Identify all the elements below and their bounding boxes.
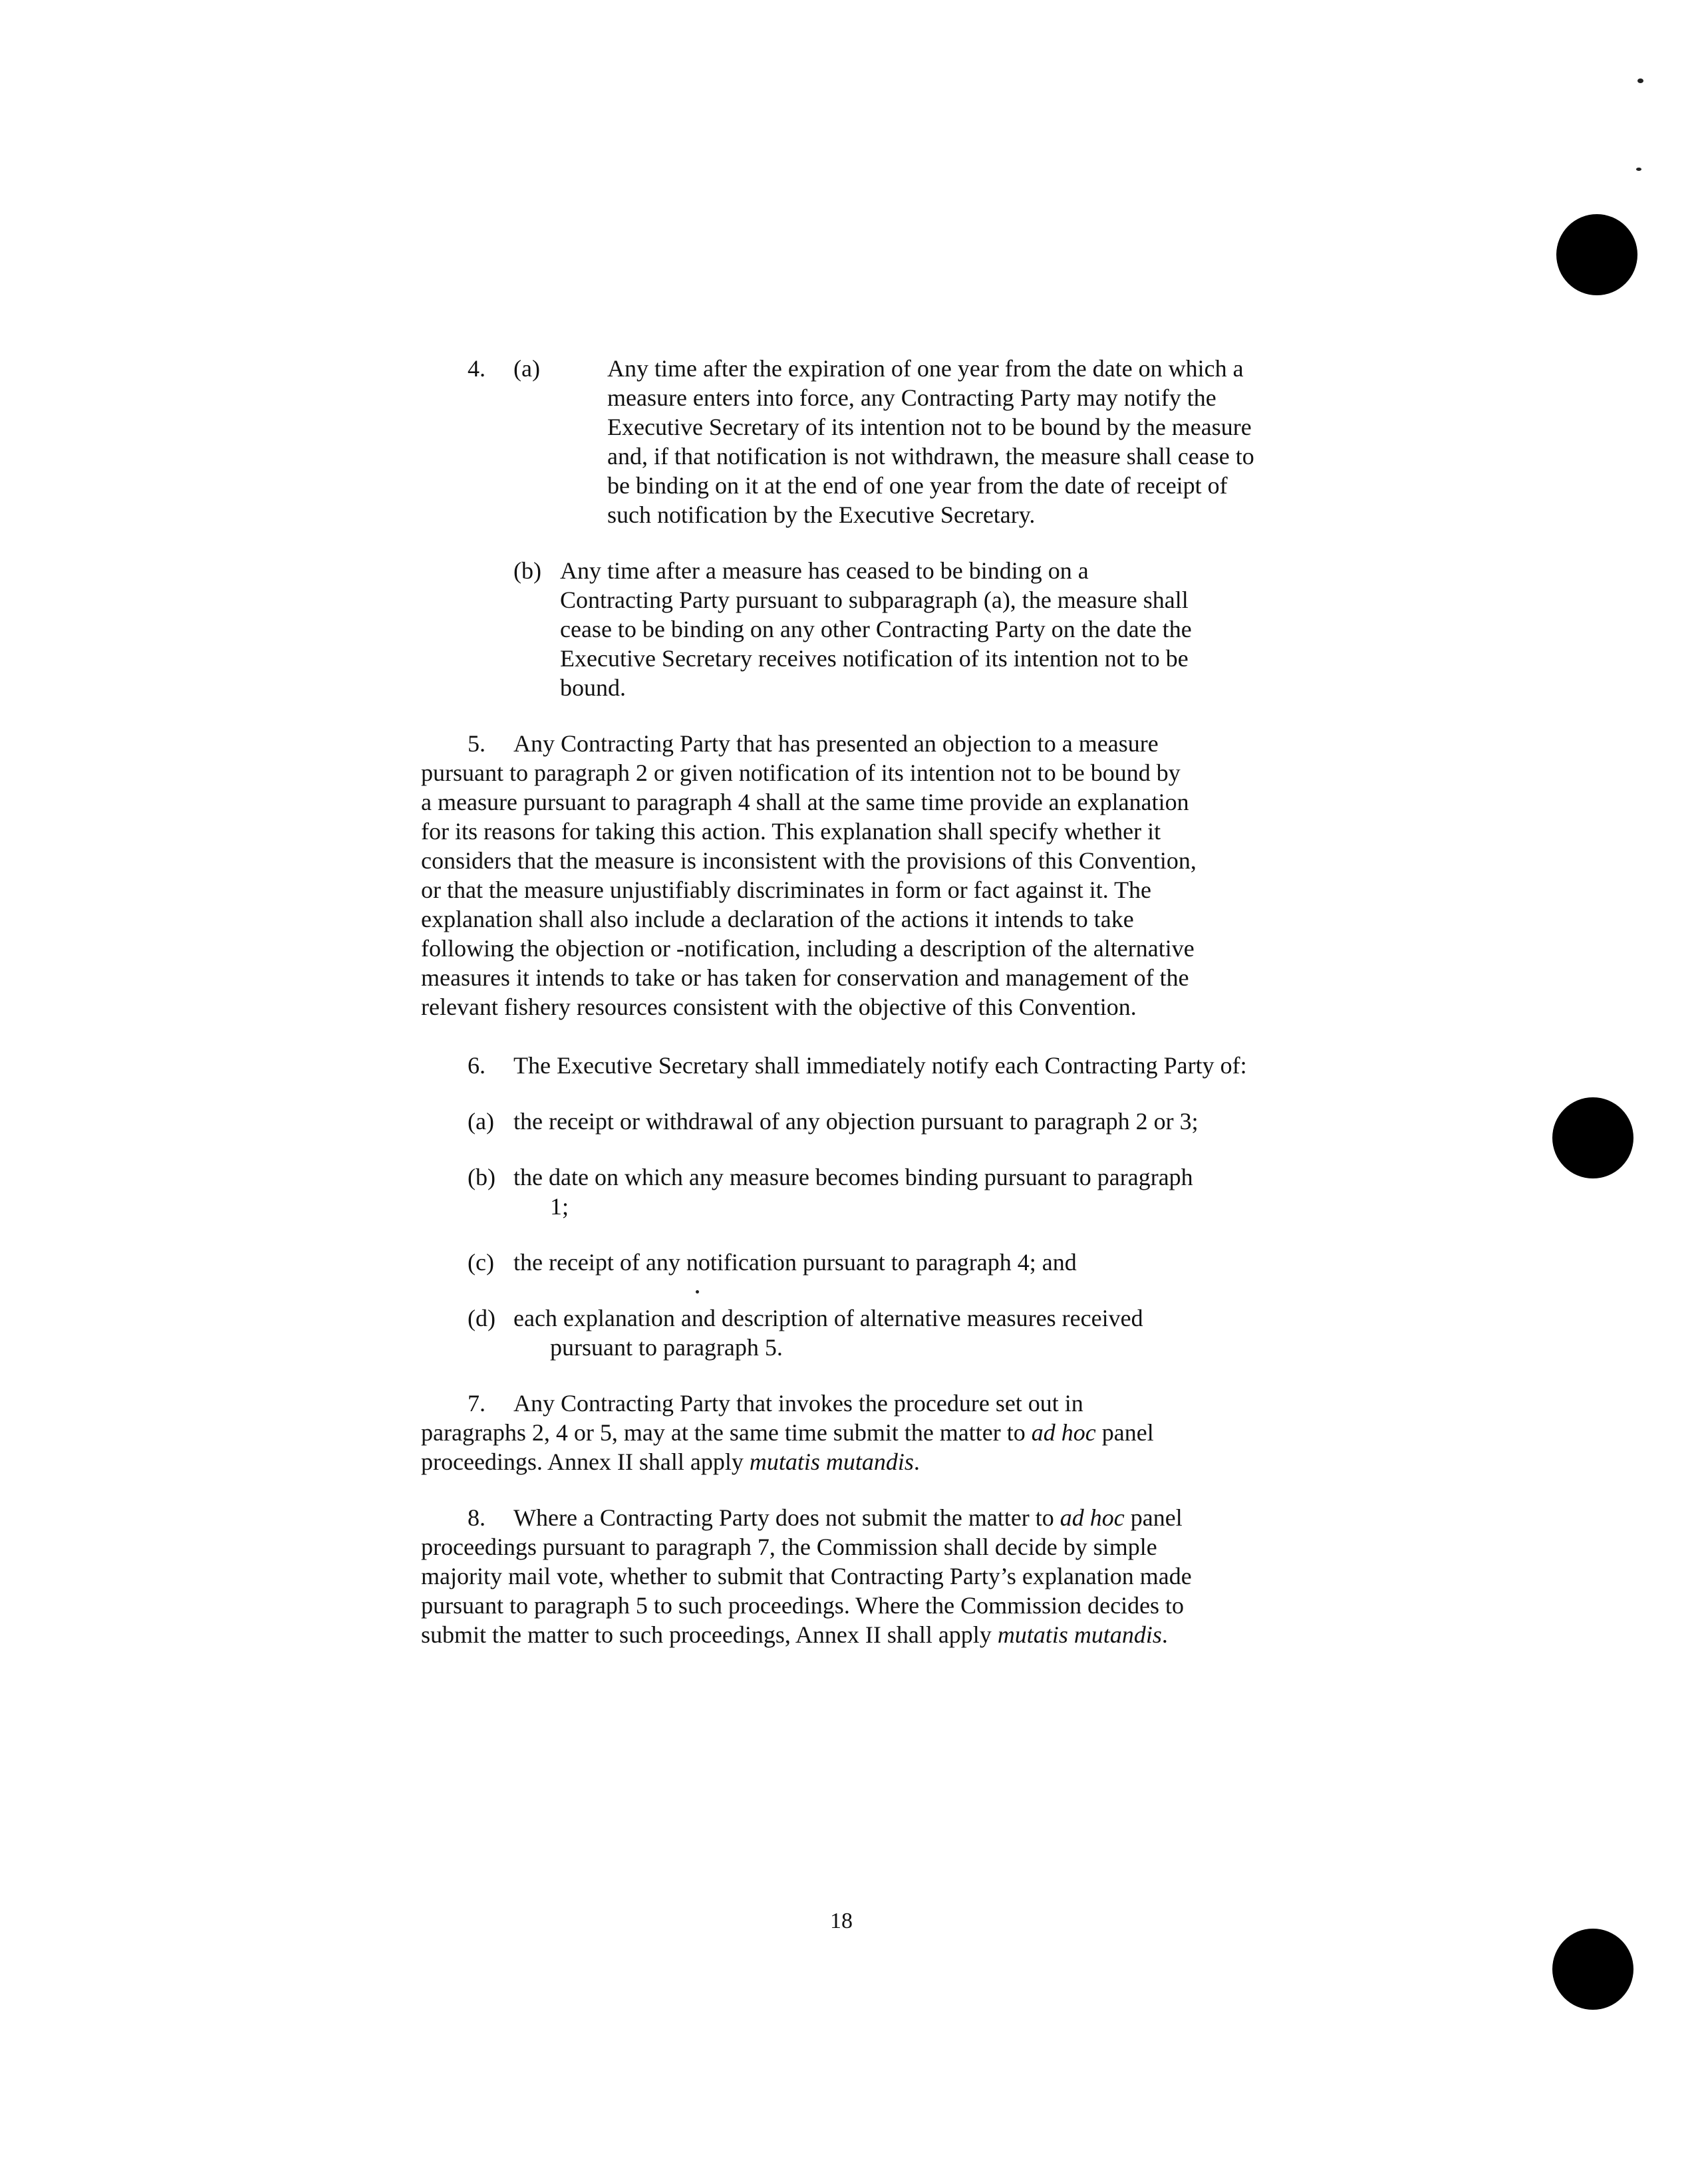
scan-speck — [1636, 168, 1641, 171]
para6-item-label: (a) — [468, 1108, 494, 1135]
para6-item-line: each explanation and description of alternative measures received — [513, 1305, 1143, 1331]
para4-a-line: such notification by the Executive Secretary. — [607, 501, 1036, 528]
para8-line — [421, 1620, 1168, 1649]
para4-b-line: Contracting Party pursuant to subparagraph (a), the measure shall — [560, 587, 1189, 613]
para4-a-line: measure enters into force, any Contracting Party may notify the — [607, 384, 1216, 411]
para8-line — [513, 1503, 1183, 1532]
para5-line: Any Contracting Party that has presented an objection to a measure — [513, 730, 1159, 757]
para7-text: proceedings. Annex II shall apply — [421, 1448, 750, 1475]
para5-line: following the objection or -notification, including a description of the alternative — [421, 935, 1195, 962]
para4-a-line: be binding on it at the end of one year from the date of receipt of — [607, 472, 1228, 499]
para6-item-line: the receipt or withdrawal of any objection pursuant to paragraph 2 or 3; — [513, 1108, 1199, 1135]
para6-item-line: the receipt of any notification pursuant to paragraph 4; and — [513, 1249, 1077, 1276]
para7-text: . — [913, 1448, 920, 1475]
para6-item-label: (d) — [468, 1305, 495, 1331]
para4-a-label: (a) — [513, 355, 540, 382]
para8-text: Where a Contracting Party does not submit the matter to — [513, 1504, 1060, 1531]
para5-line: or that the measure unjustifiably discriminates in form or fact against it. The — [421, 877, 1152, 903]
para8-italic: mutatis mutandis — [997, 1621, 1162, 1648]
para5-line: relevant fishery resources consistent with the objective of this Convention. — [421, 994, 1137, 1020]
para6-intro: The Executive Secretary shall immediately notify each Contracting Party of: — [513, 1052, 1247, 1079]
para8-italic: ad hoc — [1059, 1504, 1125, 1531]
para4-b-line: Any time after a measure has ceased to be binding on a — [560, 557, 1089, 584]
para7-text: paragraphs 2, 4 or 5, may at the same time submit the matter to — [421, 1419, 1032, 1446]
para7-line: Any Contracting Party that invokes the procedure set out in — [513, 1390, 1083, 1417]
para7-line — [421, 1418, 1154, 1447]
para7-line — [421, 1447, 920, 1476]
para8-number: 8. — [468, 1504, 486, 1531]
para4-a-line: Executive Secretary of its intention not to be bound by the measure — [607, 414, 1252, 440]
punch-hole-top — [1556, 214, 1637, 295]
para6-item-label: (c) — [468, 1249, 494, 1276]
para8-text: . — [1161, 1621, 1168, 1648]
para4-a-line: and, if that notification is not withdrawn, the measure shall cease to — [607, 443, 1254, 470]
para6-item-line: 1; — [550, 1193, 569, 1220]
para4-a-line: Any time after the expiration of one year from the date on which a — [607, 355, 1244, 382]
para7-number: 7. — [468, 1390, 486, 1417]
para8-line: majority mail vote, whether to submit that Contracting Party’s explanation made — [421, 1563, 1192, 1589]
para5-line: a measure pursuant to paragraph 4 shall at the same time provide an explanation — [421, 789, 1189, 815]
scan-speck — [1637, 78, 1643, 83]
para5-line: measures it intends to take or has taken for conservation and management of the — [421, 964, 1189, 991]
para5-line: for its reasons for taking this action. This explanation shall specify whether it — [421, 818, 1161, 845]
page-number: 18 — [830, 1909, 853, 1933]
punch-hole-middle — [1552, 1097, 1633, 1178]
para8-text: panel — [1124, 1504, 1183, 1531]
para8-text: submit the matter to such proceedings, Annex II shall apply — [421, 1621, 998, 1648]
para8-line: pursuant to paragraph 5 to such proceedings. Where the Commission decides to — [421, 1592, 1185, 1619]
para6-item-line: pursuant to paragraph 5. — [550, 1334, 783, 1361]
para5-line: explanation shall also include a declaration of the actions it intends to take — [421, 906, 1134, 932]
para8-line: proceedings pursuant to paragraph 7, the Commission shall decide by simple — [421, 1534, 1157, 1560]
para6-item-line: the date on which any measure becomes binding pursuant to paragraph — [513, 1164, 1193, 1190]
para7-italic: mutatis mutandis — [749, 1448, 914, 1475]
para4-b-line: Executive Secretary receives notification of its intention not to be — [560, 645, 1189, 672]
para4-b-line: bound. — [560, 674, 626, 701]
para7-italic: ad hoc — [1031, 1419, 1096, 1446]
para4-number: 4. — [468, 355, 486, 382]
para4-b-label: (b) — [513, 557, 541, 584]
para5-line: considers that the measure is inconsistent with the provisions of this Convention, — [421, 847, 1197, 874]
scan-speck — [696, 1290, 699, 1294]
para6-number: 6. — [468, 1052, 486, 1079]
para5-line: pursuant to paragraph 2 or given notification of its intention not to be bound by — [421, 759, 1181, 786]
para4-b-line: cease to be binding on any other Contracting Party on the date the — [560, 616, 1192, 642]
para6-item-label: (b) — [468, 1164, 495, 1190]
para5-number: 5. — [468, 730, 486, 757]
punch-hole-bottom — [1552, 1929, 1633, 2010]
para7-text: panel — [1095, 1419, 1154, 1446]
